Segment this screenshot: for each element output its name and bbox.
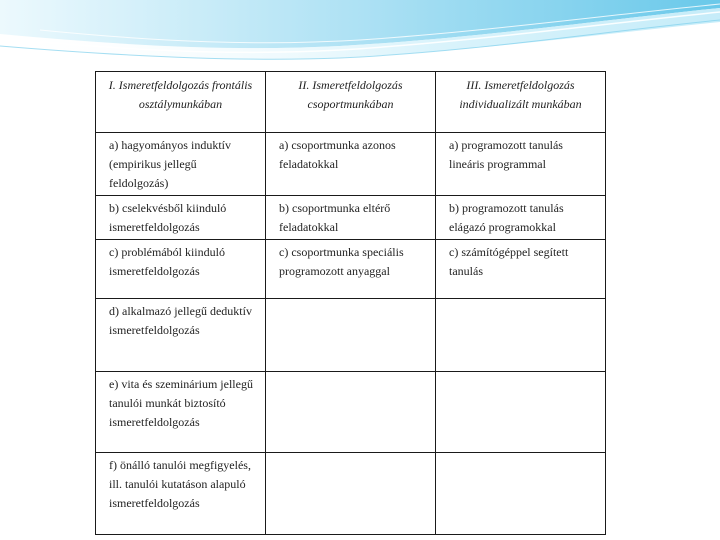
table-row — [96, 240, 606, 299]
table-cell: a) programozott tanulás lineáris programmal — [436, 133, 606, 196]
header-individual: III. Ismeretfeldolgozás individualizált munkában — [436, 72, 606, 133]
table-header-row — [96, 72, 606, 133]
table-cell: d) alkalmazó jellegű deduktív ismeretfeldolgozás — [96, 299, 266, 372]
table-row — [96, 453, 606, 535]
table-cell: b) cselekvésből kiinduló ismeretfeldolgozás — [96, 196, 266, 240]
table-cell-empty — [266, 299, 436, 372]
table-cell: a) hagyományos induktív (empirikus jellegű feldolgozás) — [96, 133, 266, 196]
table-cell-empty — [266, 453, 436, 535]
table-cell: c) számítógéppel segített tanulás — [436, 240, 606, 299]
table-row — [96, 372, 606, 453]
table-row — [96, 133, 606, 196]
table-cell-empty — [436, 299, 606, 372]
table-cell: c) problémából kiinduló ismeretfeldolgozás — [96, 240, 266, 299]
table-cell: c) csoportmunka speciális programozott anyaggal — [266, 240, 436, 299]
table-cell: a) csoportmunka azonos feladatokkal — [266, 133, 436, 196]
table-cell: b) csoportmunka eltérő feladatokkal — [266, 196, 436, 240]
table-cell: b) programozott tanulás elágazó programokkal — [436, 196, 606, 240]
table-row — [96, 196, 606, 240]
table-row — [96, 299, 606, 372]
table-cell: e) vita és szeminárium jellegű tanulói munkát biztosító ismeretfeldolgozás — [96, 372, 266, 453]
header-group: II. Ismeretfeldolgozás csoportmunkában — [266, 72, 436, 133]
table-cell: f) önálló tanulói megfigyelés, ill. tanulói kutatáson alapuló ismeretfeldolgozás — [96, 453, 266, 535]
methods-table — [95, 71, 606, 535]
header-wave-decoration — [0, 0, 720, 70]
table-cell-empty — [436, 372, 606, 453]
table-cell-empty — [436, 453, 606, 535]
header-frontal: I. Ismeretfeldolgozás frontális osztálymunkában — [96, 72, 266, 133]
table-cell-empty — [266, 372, 436, 453]
